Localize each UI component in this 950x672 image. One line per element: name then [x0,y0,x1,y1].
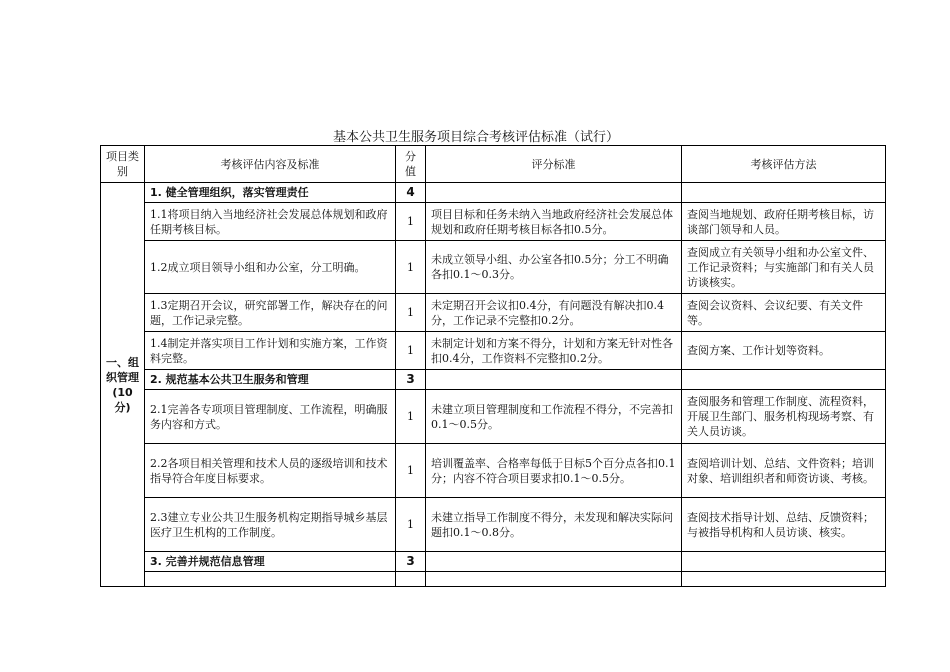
item-score: 1 [396,294,426,332]
header-method: 考核评估方法 [682,146,886,183]
empty-cell [682,572,886,587]
item-score: 1 [396,444,426,498]
category-name: 一、组织管理 [106,355,139,384]
table-row [101,294,886,332]
section-title: 3. 完善并规范信息管理 [145,552,396,572]
empty-cell [145,572,396,587]
table-row [101,572,886,587]
section-score: 4 [396,183,426,203]
item-score: 1 [396,390,426,444]
header-row [101,146,886,183]
item-standard: 未制定计划和方案不得分，计划和方案无针对性各扣0.4分，工作资料不完整扣0.2分。 [426,332,682,370]
item-content: 2.3建立专业公共卫生服务机构定期指导城乡基层医疗卫生机构的工作制度。 [145,498,396,552]
table-row [101,203,886,241]
empty-cell [682,370,886,390]
empty-cell [682,552,886,572]
item-score: 1 [396,332,426,370]
header-standard: 评分标准 [426,146,682,183]
item-method: 查阅技术指导计划、总结、反馈资料；与被指导机构和人员访谈、核实。 [682,498,886,552]
item-standard: 未定期召开会议扣0.4分，有问题没有解决扣0.4分，工作记录不完整扣0.2分。 [426,294,682,332]
section-title: 2. 规范基本公共卫生服务和管理 [145,370,396,390]
item-method: 查阅服务和管理工作制度、流程资料，开展卫生部门、服务机构现场考察、有关人员访谈。 [682,390,886,444]
item-content: 1.3定期召开会议，研究部署工作，解决存在的问题，工作记录完整。 [145,294,396,332]
header-score: 分值 [396,146,426,183]
category-cell [101,183,145,587]
empty-cell [426,552,682,572]
item-method: 查阅成立有关领导小组和办公室文件、工作记录资料；与实施部门和有关人员访谈核实。 [682,241,886,294]
section-row [101,370,886,390]
empty-cell [426,370,682,390]
item-method: 查阅当地规划、政府任期考核目标，访谈部门领导和人员。 [682,203,886,241]
header-category: 项目类别 [101,146,145,183]
item-score: 1 [396,241,426,294]
item-content: 1.2成立项目领导小组和办公室，分工明确。 [145,241,396,294]
item-standard: 未建立项目管理制度和工作流程不得分，不完善扣0.1～0.5分。 [426,390,682,444]
item-standard: 未建立指导工作制度不得分，未发现和解决实际问题扣0.1～0.8分。 [426,498,682,552]
item-content: 2.1完善各专项项目管理制度、工作流程，明确服务内容和方式。 [145,390,396,444]
item-standard: 培训覆盖率、合格率每低于目标5个百分点各扣0.1分；内容不符合项目要求扣0.1～0.5分。 [426,444,682,498]
item-score: 1 [396,203,426,241]
section-title: 1. 健全管理组织，落实管理责任 [145,183,396,203]
table-row [101,444,886,498]
table-row [101,332,886,370]
item-content: 1.4制定并落实项目工作计划和实施方案，工作资料完整。 [145,332,396,370]
section-score: 3 [396,370,426,390]
table-row [101,498,886,552]
section-score: 3 [396,552,426,572]
item-standard: 项目目标和任务未纳入当地政府经济社会发展总体规划和政府任期考核目标各扣0.5分。 [426,203,682,241]
category-score: (10分) [112,385,133,414]
table-row [101,241,886,294]
document-title: 基本公共卫生服务项目综合考核评估标准（试行） [332,130,619,145]
section-row [101,183,886,203]
item-score: 1 [396,498,426,552]
section-row [101,552,886,572]
empty-cell [396,572,426,587]
item-method: 查阅会议资料、会议纪要、有关文件等。 [682,294,886,332]
item-method: 查阅培训计划、总结、文件资料；培训对象、培训组织者和师资访谈、考核。 [682,444,886,498]
item-standard: 未成立领导小组、办公室各扣0.5分；分工不明确各扣0.1～0.3分。 [426,241,682,294]
item-content: 2.2各项目相关管理和技术人员的逐级培训和技术指导符合年度目标要求。 [145,444,396,498]
empty-cell [682,183,886,203]
empty-cell [426,572,682,587]
header-content: 考核评估内容及标准 [145,146,396,183]
table-row [101,390,886,444]
assessment-table [100,145,886,587]
empty-cell [426,183,682,203]
item-method: 查阅方案、工作计划等资料。 [682,332,886,370]
item-content: 1.1将项目纳入当地经济社会发展总体规划和政府任期考核目标。 [145,203,396,241]
